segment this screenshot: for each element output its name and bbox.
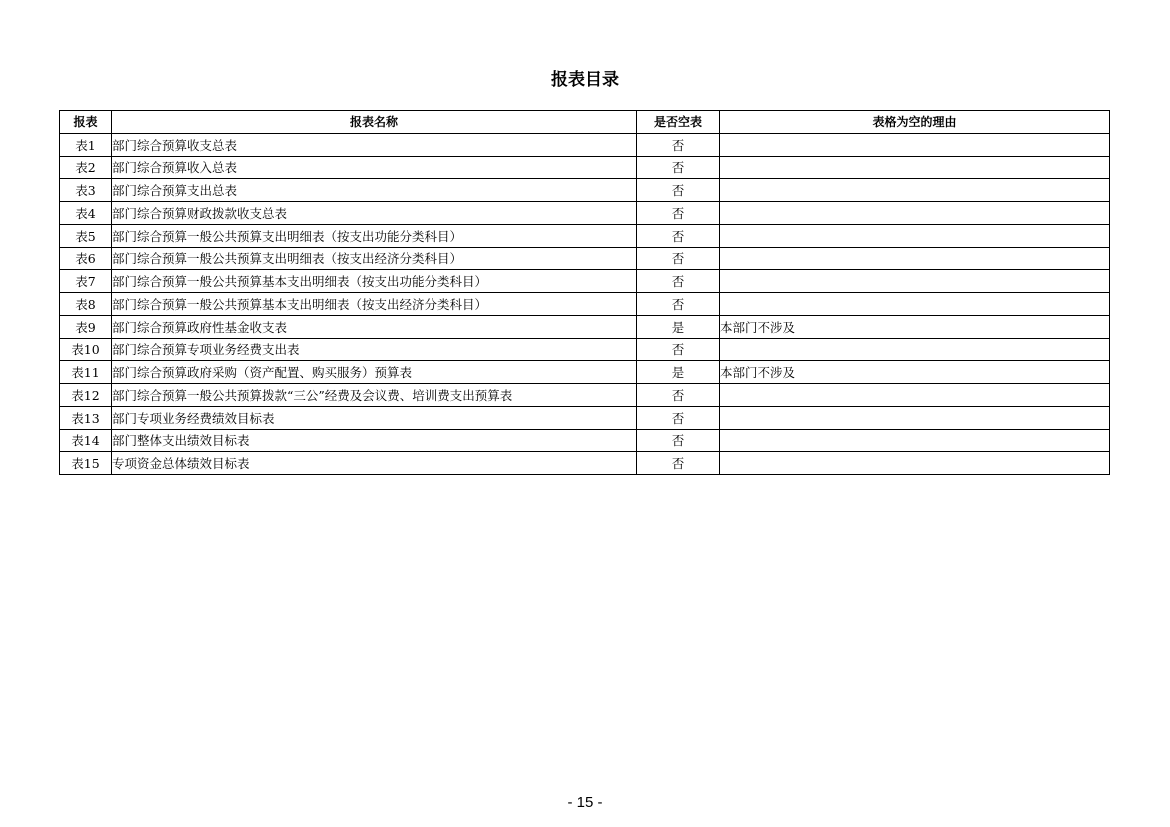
cell-code: 表10 (60, 338, 112, 361)
cell-is-empty: 是 (637, 315, 720, 338)
cell-reason (720, 224, 1110, 247)
table-row (60, 361, 1110, 384)
table-row (60, 202, 1110, 225)
cell-reason (720, 429, 1110, 452)
table-row (60, 384, 1110, 407)
cell-is-empty: 否 (637, 224, 720, 247)
cell-reason (720, 452, 1110, 475)
page-number: - 15 - (567, 794, 603, 811)
cell-reason (720, 179, 1110, 202)
table-row (60, 270, 1110, 293)
cell-reason (720, 156, 1110, 179)
cell-reason (720, 247, 1110, 270)
cell-reason (720, 384, 1110, 407)
header-reason: 表格为空的理由 (720, 111, 1110, 134)
cell-is-empty: 是 (637, 361, 720, 384)
cell-code: 表8 (60, 293, 112, 316)
cell-name: 部门综合预算专项业务经费支出表 (112, 338, 637, 361)
cell-code: 表3 (60, 179, 112, 202)
cell-is-empty: 否 (637, 247, 720, 270)
cell-reason: 本部门不涉及 (720, 315, 1110, 338)
cell-is-empty: 否 (637, 202, 720, 225)
cell-name: 部门综合预算政府采购（资产配置、购买服务）预算表 (112, 361, 637, 384)
table-row (60, 179, 1110, 202)
cell-name: 部门综合预算一般公共预算拨款“三公”经费及会议费、培训费支出预算表 (112, 384, 637, 407)
header-is-empty: 是否空表 (637, 111, 720, 134)
cell-name: 部门综合预算财政拨款收支总表 (112, 202, 637, 225)
cell-code: 表11 (60, 361, 112, 384)
cell-code: 表6 (60, 247, 112, 270)
table-row (60, 293, 1110, 316)
cell-is-empty: 否 (637, 156, 720, 179)
cell-reason (720, 293, 1110, 316)
table-row (60, 406, 1110, 429)
cell-code: 表14 (60, 429, 112, 452)
cell-name: 部门综合预算一般公共预算基本支出明细表（按支出功能分类科目） (112, 270, 637, 293)
cell-name: 部门专项业务经费绩效目标表 (112, 406, 637, 429)
header-name: 报表名称 (112, 111, 637, 134)
report-index-table (59, 110, 1110, 475)
cell-code: 表12 (60, 384, 112, 407)
header-code: 报表 (60, 111, 112, 134)
table-header-row (60, 111, 1110, 134)
cell-code: 表1 (60, 133, 112, 156)
cell-code: 表9 (60, 315, 112, 338)
cell-name: 部门综合预算一般公共预算支出明细表（按支出功能分类科目） (112, 224, 637, 247)
cell-code: 表7 (60, 270, 112, 293)
table-row (60, 338, 1110, 361)
table-row (60, 429, 1110, 452)
cell-is-empty: 否 (637, 384, 720, 407)
table-row (60, 315, 1110, 338)
table-row (60, 156, 1110, 179)
cell-name: 部门综合预算政府性基金收支表 (112, 315, 637, 338)
cell-name: 专项资金总体绩效目标表 (112, 452, 637, 475)
table-row (60, 133, 1110, 156)
cell-name: 部门综合预算支出总表 (112, 179, 637, 202)
cell-reason (720, 338, 1110, 361)
cell-code: 表13 (60, 406, 112, 429)
table-body (60, 133, 1110, 474)
table-row (60, 247, 1110, 270)
cell-name: 部门综合预算一般公共预算支出明细表（按支出经济分类科目） (112, 247, 637, 270)
cell-code: 表4 (60, 202, 112, 225)
cell-name: 部门综合预算一般公共预算基本支出明细表（按支出经济分类科目） (112, 293, 637, 316)
cell-reason (720, 406, 1110, 429)
cell-is-empty: 否 (637, 452, 720, 475)
cell-is-empty: 否 (637, 406, 720, 429)
cell-code: 表5 (60, 224, 112, 247)
cell-code: 表2 (60, 156, 112, 179)
cell-reason (720, 270, 1110, 293)
table-row (60, 452, 1110, 475)
cell-is-empty: 否 (637, 270, 720, 293)
cell-code: 表15 (60, 452, 112, 475)
cell-is-empty: 否 (637, 179, 720, 202)
cell-is-empty: 否 (637, 133, 720, 156)
cell-reason: 本部门不涉及 (720, 361, 1110, 384)
table-row (60, 224, 1110, 247)
cell-is-empty: 否 (637, 429, 720, 452)
cell-reason (720, 202, 1110, 225)
cell-name: 部门综合预算收支总表 (112, 133, 637, 156)
cell-name: 部门综合预算收入总表 (112, 156, 637, 179)
page-title: 报表目录 (551, 70, 619, 90)
cell-is-empty: 否 (637, 293, 720, 316)
cell-name: 部门整体支出绩效目标表 (112, 429, 637, 452)
cell-is-empty: 否 (637, 338, 720, 361)
cell-reason (720, 133, 1110, 156)
